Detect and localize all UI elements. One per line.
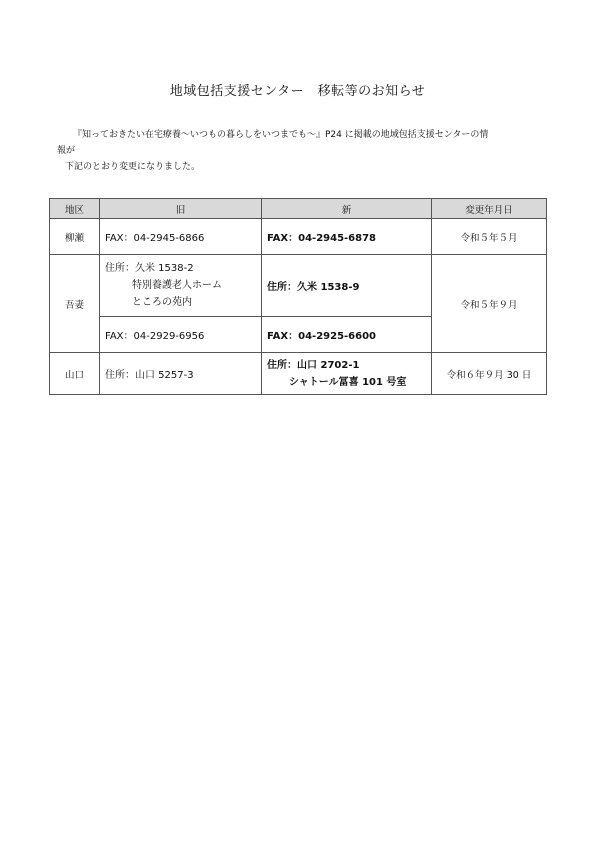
old-address-line: 特別養護老人ホーム [132,280,222,291]
table-header-row [50,199,547,219]
old-address-line: 住所：久米 1538-2 [105,263,194,274]
date-cell: 令和６年９月 30 日 [432,353,547,395]
new-cell: FAX：04-2925-6600 [262,317,432,353]
table-row [50,255,547,317]
old-address-line: ところの苑内 [132,297,192,308]
change-table [49,198,547,395]
old-cell [100,255,262,317]
area-cell: 吾妻 [50,255,100,353]
intro-line-2: 報が [57,146,76,156]
header-date: 変更年月日 [432,199,547,219]
new-cell: 住所：久米 1538-9 [262,255,432,317]
table-row [50,219,547,255]
area-cell: 柳瀬 [50,219,100,255]
old-cell: 住所：山口 5257-3 [100,353,262,395]
old-cell: FAX：04-2945-6866 [100,219,262,255]
intro-text [57,127,547,175]
header-area: 地区 [50,199,100,219]
header-old: 旧 [100,199,262,219]
date-cell: 令和５年９月 [432,255,547,353]
new-address-line: 住所：山口 2702-1 [267,359,360,371]
intro-line-1: 『知っておきたい在宅療養～いつもの暮らしをいつまでも～』P24 に掲載の地域包括支援センターの情 [73,130,489,140]
new-address-line: シャトール冨喜 101 号室 [289,376,407,388]
area-cell: 山口 [50,353,100,395]
table-row [50,353,547,395]
intro-line-3: 下記のとおり変更になりました。 [65,162,201,172]
header-new: 新 [262,199,432,219]
new-cell: FAX：04-2945-6878 [262,219,432,255]
date-cell: 令和５年５月 [432,219,547,255]
new-cell [262,353,432,395]
old-cell: FAX：04-2929-6956 [100,317,262,353]
page-title: 地域包括支援センター 移転等のお知らせ [169,84,426,99]
